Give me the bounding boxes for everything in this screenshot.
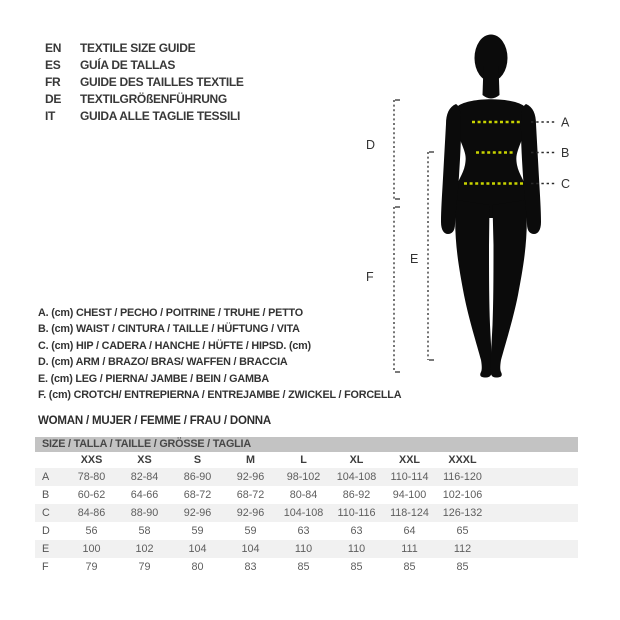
table-row [35, 540, 578, 558]
table-cell: 118-124 [390, 507, 429, 519]
table-cell: 104-108 [283, 507, 324, 519]
table-cell: 59 [191, 525, 204, 537]
table-cell: 65 [456, 525, 469, 537]
legend-line-leg: E. (cm) LEG / PIERNA/ JAMBE / BEIN / GAMBA [38, 372, 269, 385]
table-cell: 86-92 [342, 489, 371, 501]
table-cell: 110 [294, 543, 313, 555]
left-leg-shape [455, 200, 492, 378]
table-cell: 88-90 [130, 507, 159, 519]
guide-title: GUÍA DE TALLAS [80, 58, 176, 72]
table-cell: 68-72 [236, 489, 265, 501]
table-cell: 104 [241, 543, 260, 555]
arm-measure-ticks [395, 100, 400, 199]
table-row [35, 504, 578, 522]
language-code: IT [45, 109, 56, 123]
language-code: FR [45, 75, 61, 89]
guide-title: TEXTILE SIZE GUIDE [80, 41, 196, 55]
table-cell: 86-90 [183, 471, 212, 483]
language-row-it [45, 108, 244, 125]
table-cell: 110 [347, 543, 366, 555]
table-cell: 63 [297, 525, 310, 537]
table-cell: 102-106 [442, 489, 483, 501]
row-label: E [42, 543, 50, 555]
table-cell: 60-62 [77, 489, 106, 501]
row-label: D [42, 525, 50, 537]
table-cell: 85 [456, 561, 469, 573]
table-cell: 58 [138, 525, 151, 537]
gender-title: WOMAN / MUJER / FEMME / FRAU / DONNA [38, 415, 272, 427]
language-code: ES [45, 58, 61, 72]
table-cell: 110-116 [337, 507, 376, 519]
table-cell: 79 [138, 561, 151, 573]
row-label: B [42, 489, 50, 501]
table-cell: 85 [297, 561, 310, 573]
right-leg-shape [491, 200, 527, 378]
table-cell: 64 [403, 525, 416, 537]
table-cell: 116-120 [443, 471, 482, 483]
table-row [35, 558, 578, 576]
column-header: XL [349, 454, 364, 466]
guide-title: GUIDE DES TAILLES TEXTILE [80, 75, 244, 89]
table-row [35, 486, 578, 504]
marker-label-hip: C [561, 177, 571, 191]
table-cell: 104 [188, 543, 207, 555]
table-cell: 94-100 [392, 489, 427, 501]
size-table-body [35, 468, 578, 576]
table-cell: 102 [135, 543, 154, 555]
table-cell: 98-102 [286, 471, 321, 483]
size-table [35, 437, 578, 576]
leg-measure-ticks [429, 152, 434, 360]
table-cell: 100 [82, 543, 101, 555]
column-header: XXL [399, 454, 420, 466]
table-cell: 85 [350, 561, 363, 573]
table-row [35, 468, 578, 486]
table-cell: 80 [191, 561, 204, 573]
neck-shape [483, 66, 500, 99]
marker-label-crotch: F [366, 270, 374, 284]
marker-label-arm: D [366, 138, 376, 152]
column-header: S [193, 454, 202, 466]
table-cell: 85 [403, 561, 416, 573]
column-header: XXXL [448, 454, 477, 466]
row-label: C [42, 507, 50, 519]
table-cell: 84-86 [77, 507, 106, 519]
language-code: DE [45, 92, 62, 106]
language-row-de [45, 91, 244, 108]
table-cell: 82-84 [130, 471, 159, 483]
legend-line-waist: B. (cm) WAIST / CINTURA / TAILLE / HÜFTUNG / VITA [38, 323, 300, 336]
language-row-en [45, 40, 244, 57]
language-title-block [45, 40, 244, 125]
table-cell: 63 [350, 525, 363, 537]
table-cell: 111 [401, 543, 418, 555]
table-cell: 83 [244, 561, 257, 573]
table-cell: 126-132 [442, 507, 483, 519]
size-table-header-bar: SIZE / TALLA / TAILLE / GRÖSSE / TAGLIA [35, 437, 578, 452]
legend-line-chest: A. (cm) CHEST / PECHO / POITRINE / TRUHE / PETTO [38, 307, 303, 319]
table-cell: 78-80 [77, 471, 106, 483]
table-cell: 79 [85, 561, 98, 573]
table-cell: 80-84 [289, 489, 318, 501]
marker-label-waist: B [561, 146, 570, 160]
table-cell: 59 [244, 525, 257, 537]
language-row-fr [45, 74, 244, 91]
table-cell: 56 [85, 525, 98, 537]
guide-title: TEXTILGRÖßENFÜHRUNG [80, 92, 227, 106]
column-header: M [246, 454, 255, 466]
legend-line-arm: D. (cm) ARM / BRAZO/ BRAS/ WAFFEN / BRACCIA [38, 356, 288, 369]
table-cell: 64-66 [130, 489, 159, 501]
row-label: F [42, 561, 49, 573]
woman-silhouette [441, 35, 541, 378]
table-cell: 112 [453, 543, 472, 555]
table-cell: 110-114 [390, 471, 429, 483]
legend-line-crotch: F. (cm) CROTCH/ ENTREPIERNA / ENTREJAMBE / ZWICKEL / FORCELLA [38, 389, 402, 402]
torso-shape [454, 99, 529, 218]
language-code: EN [45, 41, 62, 55]
size-columns-row [35, 452, 578, 468]
column-header: XS [137, 454, 152, 466]
row-label: A [42, 471, 50, 483]
column-header: L [300, 454, 307, 466]
table-cell: 92-96 [236, 471, 265, 483]
table-cell: 68-72 [183, 489, 212, 501]
marker-label-chest: A [561, 115, 570, 130]
table-row [35, 522, 578, 540]
table-cell: 92-96 [236, 507, 265, 519]
table-cell: 92-96 [183, 507, 212, 519]
guide-title: GUIDA ALLE TAGLIE TESSILI [80, 109, 241, 123]
measurement-legend [38, 305, 401, 403]
language-row-es [45, 57, 244, 74]
column-header: XXS [80, 454, 103, 466]
legend-line-hip: C. (cm) HIP / CADERA / HANCHE / HÜFTE / HIPSD. (cm) [38, 339, 311, 352]
marker-label-leg: E [410, 252, 419, 266]
table-cell: 104-108 [336, 471, 377, 483]
